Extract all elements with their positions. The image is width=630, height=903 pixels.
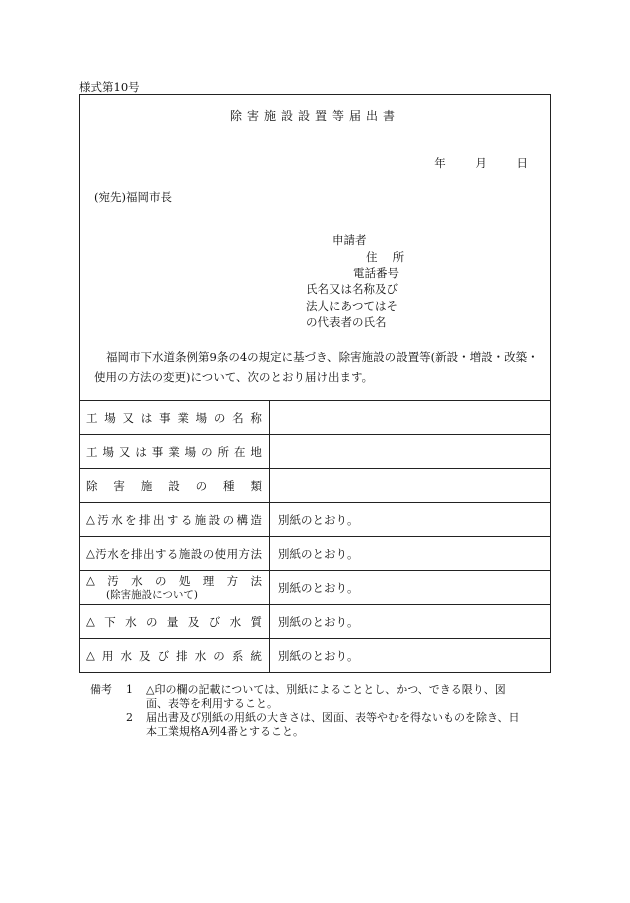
row-label-text: 除 害 施 設 の 種 類 [86,478,262,493]
notes-heading: 備考 [90,683,112,696]
date-day: 日 [516,156,528,170]
document-title: 除害施設設置等届出書 [229,109,400,123]
note-line [90,697,520,711]
date-month: 月 [475,156,487,170]
note-text: 届出書及び別紙の用紙の大きさは、図面、表等やむを得ないものを除き、日 [146,711,520,724]
row-label-text: 工 場 又 は 事 業 場 の 所 在 地 [86,444,262,459]
row-label [80,503,270,537]
applicant-name-line-3: の代表者の氏名 [306,315,387,329]
row-value[interactable]: 別紙のとおり。 [270,605,551,639]
row-label [80,605,270,639]
table-row [80,605,550,639]
note-line [90,711,520,725]
date-year: 年 [434,156,446,170]
row-label [80,537,270,571]
addressee: (宛先)福岡市長 [94,190,172,204]
table-row [80,435,550,469]
row-label-text: △ 用 水 及 び 排 水 の 系 統 [86,647,262,663]
note-text: 本工業規格A列4番とすること。 [146,725,304,738]
row-value[interactable] [270,435,551,469]
applicant-name-line-2: 法人にあつてはそ [306,299,398,313]
row-label-text: △ 下 水 の 量 及 び 水 質 [86,613,262,629]
applicant-address-label: 住 所 [366,250,405,264]
table-row [80,537,550,571]
table-row [80,503,550,537]
row-label-text: △ 汚 水 の 処 理 方 法 [86,573,262,588]
row-label-text: △ 汚 水 を 排 出 す る 施 設 の 構 造 [86,511,262,527]
note-line [90,725,520,739]
row-value[interactable] [270,469,551,503]
form-number: 様式第10号 [79,80,140,94]
row-value[interactable]: 別紙のとおり。 [270,571,551,605]
row-label [80,571,270,605]
table-row [80,401,550,435]
row-label-text: 工 場 又 は 事 業 場 の 名 称 [86,410,262,425]
row-value[interactable]: 別紙のとおり。 [270,537,551,571]
form-box [79,94,551,673]
note-text: 面、表等を利用すること。 [146,697,278,710]
applicant-name-line-1: 氏名又は名称及び [306,282,398,296]
row-label [80,469,270,503]
note-number: 2 [126,711,133,724]
intro-text: 福岡市下水道条例第9条の4の規定に基づき、除害施設の設置等(新設・増設・改築・使用の方法の変更)について、次のとおり届け出ます。 [94,350,539,384]
row-label-text: △ 汚 水 を 排 出 す る 施 設 の 使 用 方 法 [86,545,262,561]
row-label-subtext: (除害施設について) [106,589,198,601]
table-row [80,639,550,673]
row-label [80,639,270,673]
table-row [80,571,550,605]
note-number: 1 [126,683,133,696]
applicant-label: 申請者 [332,233,367,247]
date-row [408,155,528,171]
fields-table [80,400,550,672]
row-label [80,435,270,469]
applicant-phone-label: 電話番号 [353,266,399,280]
note-line [90,683,520,697]
row-value[interactable]: 別紙のとおり。 [270,639,551,673]
table-row [80,469,550,503]
notes [90,683,520,739]
row-value[interactable]: 別紙のとおり。 [270,503,551,537]
note-text: △印の欄の記載については、別紙によることとし、かつ、できる限り、図 [146,683,506,696]
row-label [80,401,270,435]
row-value[interactable] [270,401,551,435]
